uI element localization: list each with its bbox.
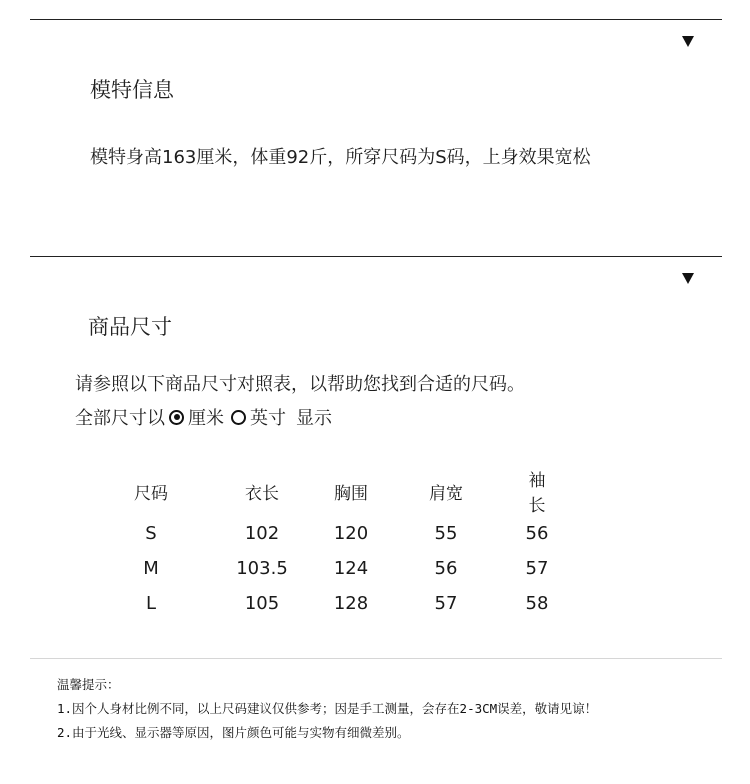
- table-cell: 120: [333, 523, 369, 544]
- table-cell: 57: [525, 558, 549, 579]
- note-item: 2.由于光线、显示器等原因，图片颜色可能与实物有细微差别。: [57, 725, 410, 740]
- table-row: [110, 586, 552, 621]
- header-chest: 胸围: [334, 483, 368, 504]
- top-divider: [30, 19, 722, 20]
- table-cell: 103.5: [236, 558, 288, 579]
- unit-prefix-label: 全部尺寸以: [75, 408, 165, 429]
- unit-suffix-label: 显示: [296, 408, 332, 429]
- table-cell: 58: [525, 593, 549, 614]
- table-cell: 57: [434, 593, 458, 614]
- size-table: [110, 466, 552, 621]
- model-info-description: 模特身高163厘米，体重92斤，所穿尺码为S码，上身效果宽松: [90, 147, 591, 168]
- unit-cm-label: 厘米: [188, 408, 224, 429]
- table-header-row: [110, 466, 552, 516]
- size-divider: [30, 256, 722, 257]
- unit-option-inch[interactable]: [227, 404, 286, 430]
- unit-inch-label: 英寸: [250, 408, 286, 429]
- table-cell: 56: [525, 523, 549, 544]
- header-length: 衣长: [245, 483, 279, 504]
- table-cell: 56: [434, 558, 458, 579]
- table-cell: S: [145, 523, 157, 544]
- table-row: [110, 516, 552, 551]
- size-intro-text: 请参照以下商品尺寸对照表，以帮助您找到合适的尺码。: [75, 374, 525, 395]
- header-sleeve: 袖长: [528, 471, 546, 516]
- table-cell: 128: [333, 593, 369, 614]
- radio-unselected-icon[interactable]: [231, 410, 246, 425]
- header-shoulder: 肩宽: [429, 483, 463, 504]
- table-cell: 102: [244, 523, 280, 544]
- table-cell: 55: [434, 523, 458, 544]
- collapse-arrow-icon[interactable]: [682, 36, 694, 47]
- notes-divider: [30, 658, 722, 659]
- size-section-title: 商品尺寸: [88, 315, 172, 339]
- note-item: 1.因个人身材比例不同，以上尺码建议仅供参考；因是手工测量，会存在2-3CM误差，敬请见谅！: [57, 701, 598, 716]
- radio-selected-icon[interactable]: [169, 410, 184, 425]
- unit-option-cm[interactable]: [165, 404, 224, 430]
- table-cell: 105: [244, 593, 280, 614]
- header-size: 尺码: [134, 483, 168, 504]
- table-cell: M: [143, 558, 159, 579]
- table-cell: L: [145, 593, 157, 614]
- notes-heading: 温馨提示：: [57, 677, 120, 692]
- unit-selector: [75, 404, 332, 430]
- table-cell: 124: [333, 558, 369, 579]
- collapse-arrow-icon[interactable]: [682, 273, 694, 284]
- table-row: [110, 551, 552, 586]
- model-info-title: 模特信息: [90, 78, 174, 102]
